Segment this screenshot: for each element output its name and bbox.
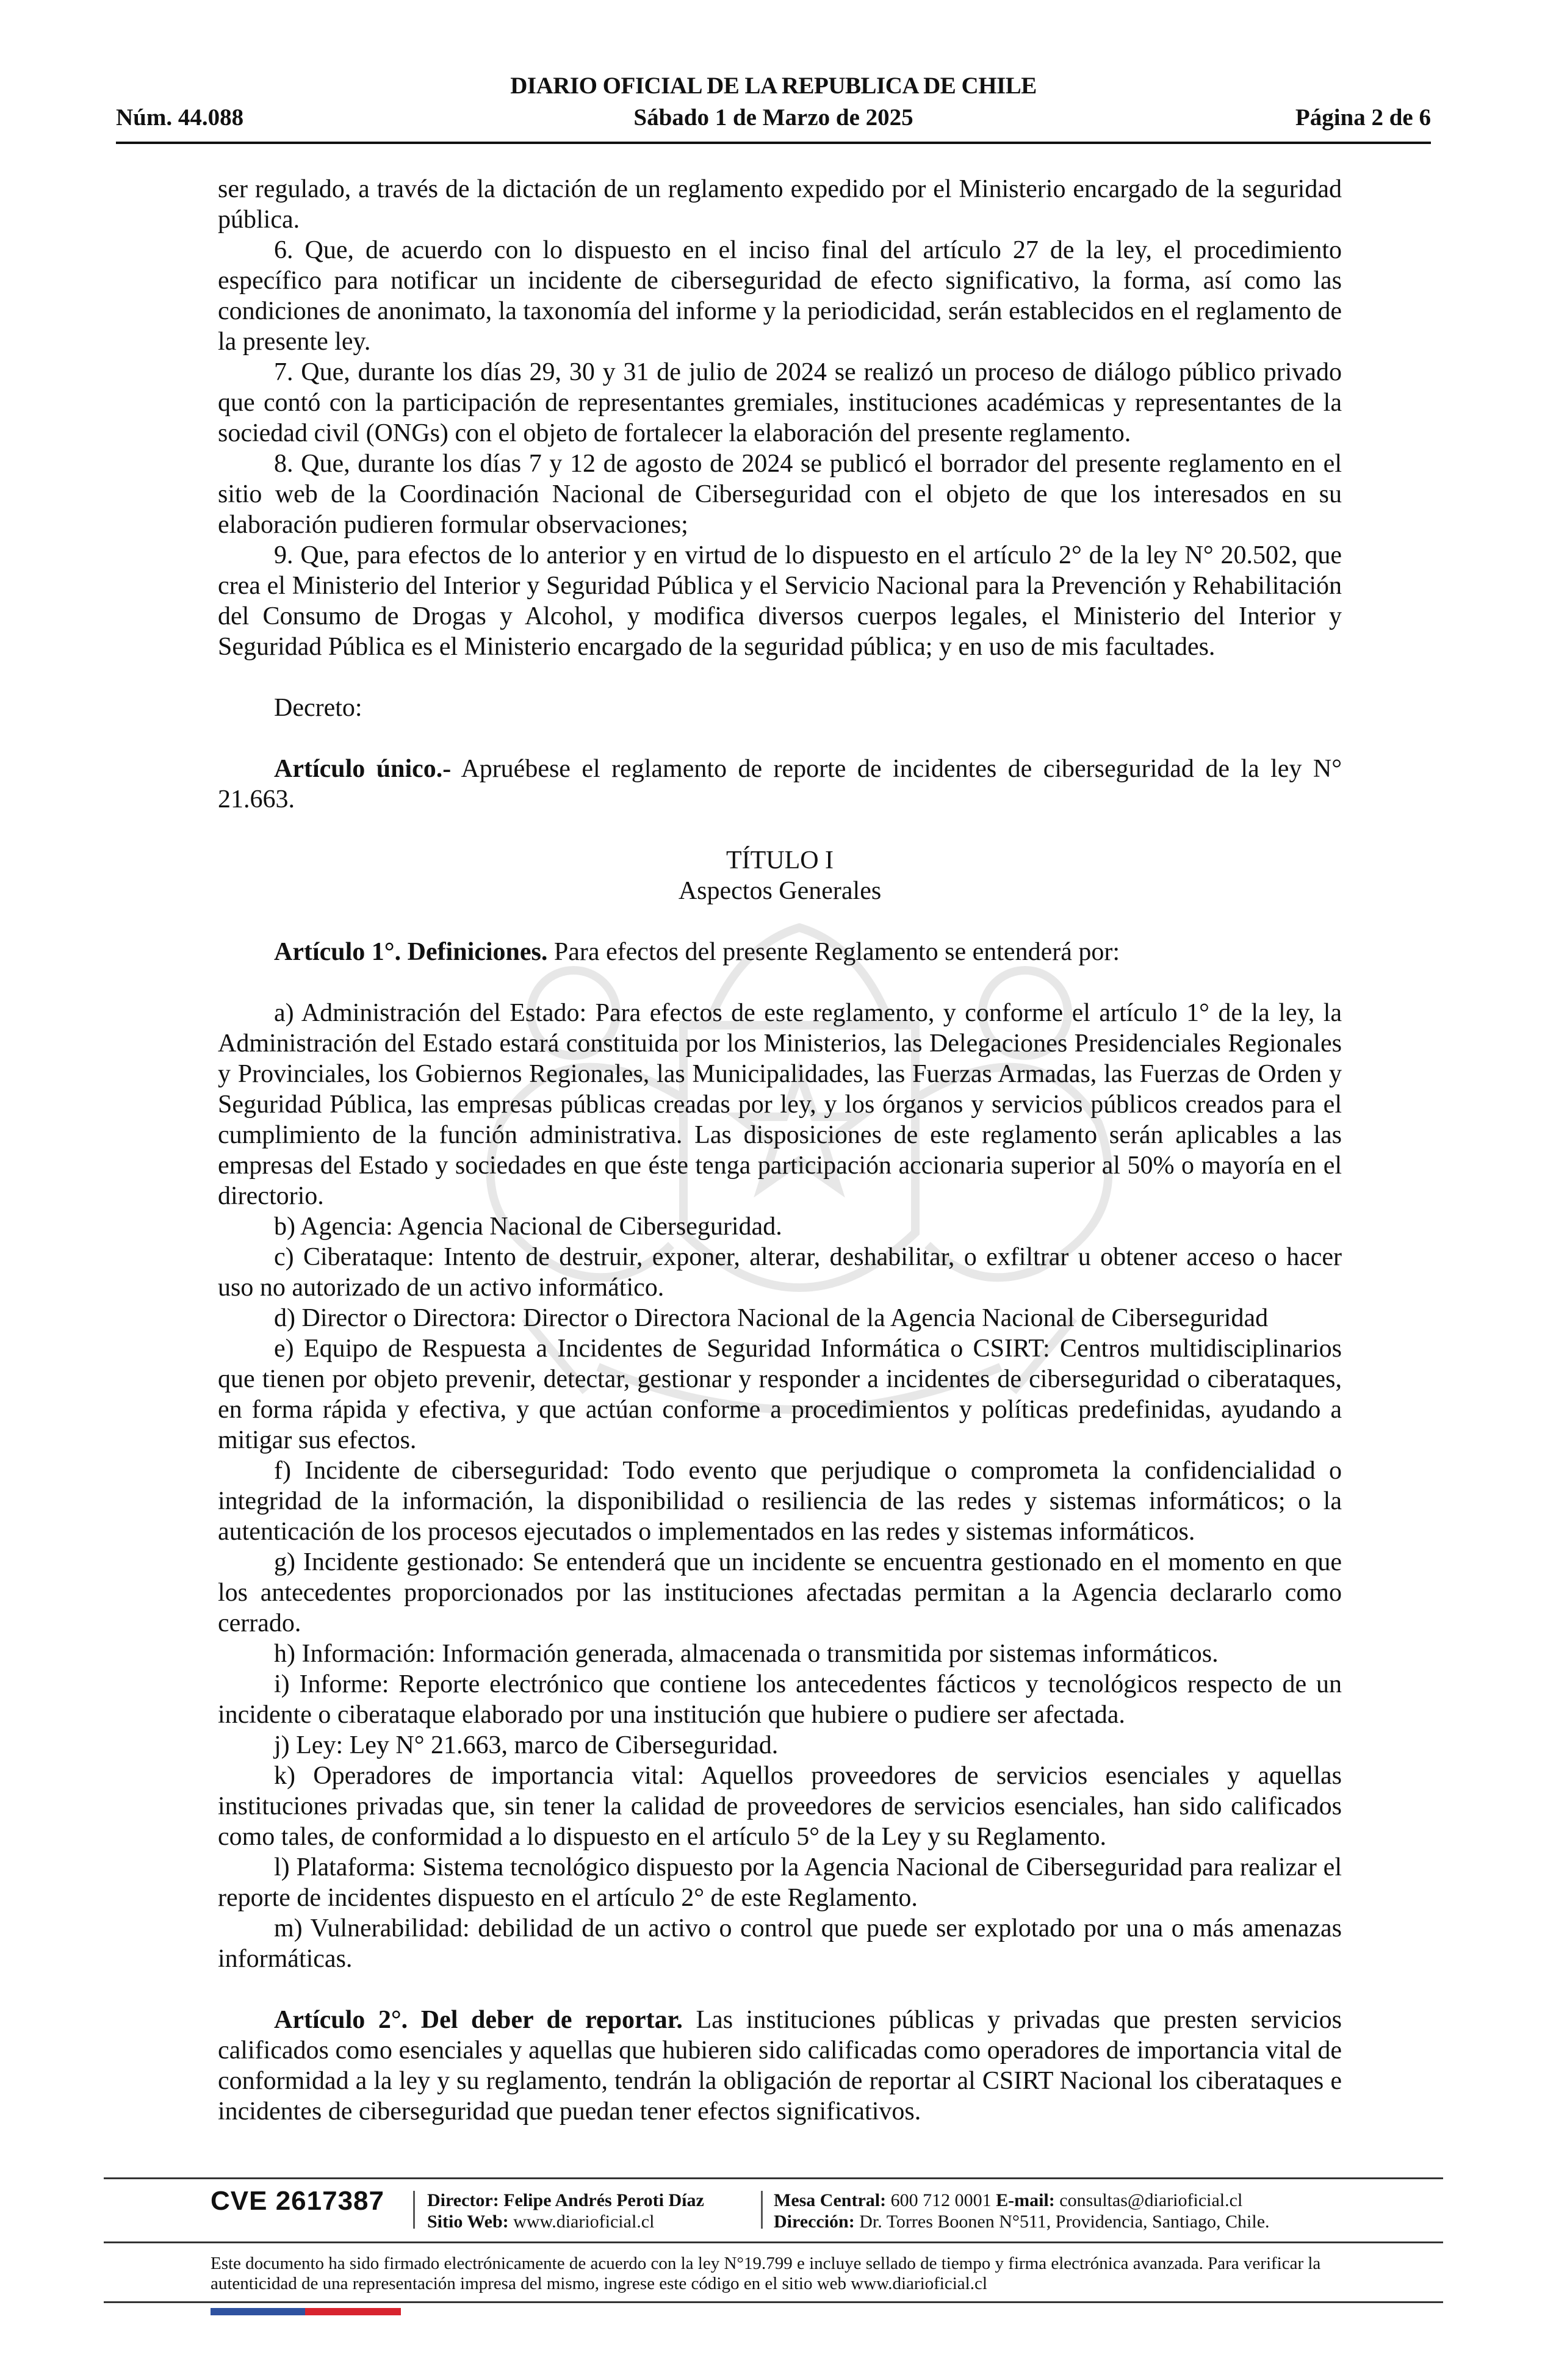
paragraph: 7. Que, durante los días 29, 30 y 31 de julio de 2024 se realizó un proceso de diálogo público privado que contó con la participación de representantes gremiales, instituciones académicas y representantes de la sociedad civil (ONGs) con el objeto de fortalecer la elaboración del presente reglamento.	[218, 358, 1342, 447]
site-link[interactable]: www.diarioficial.cl	[508, 2212, 655, 2232]
email-link[interactable]: consultas@diarioficial.cl	[1054, 2190, 1243, 2210]
cve-code: CVE 2617387	[211, 2186, 384, 2216]
flag-bar-blue	[211, 2308, 305, 2315]
title-heading: TÍTULO I	[726, 846, 834, 874]
footer-divider	[104, 2241, 1443, 2243]
definition-item: a) Administración del Estado: Para efectos de este reglamento, y conforme el artículo 1° de la ley, la Administración del Estado estará constituida por los Ministerios, las Delegaciones Presidenciales Regionales y Provinciales, los Gobiernos Regionales, las Municipalidades, las Fuerzas Armadas, las Fuerzas de Orden y Seguridad Pública, las empresas públicas creadas por ley, y los órganos y servicios públicos creados para el cumplimiento de la función administrativa. Las disposiciones de este reglamento serán aplicables a las empresas del Estado y sociedades en que éste tenga participación accionaria superior al 50% o mayoría en el directorio.	[218, 999, 1342, 1210]
definition-item: d) Director o Directora: Director o Directora Nacional de la Agencia Nacional de Ciberseguridad	[274, 1304, 1269, 1332]
definition-item: c) Ciberataque: Intento de destruir, exponer, alterar, deshabilitar, o exfiltrar u obtener acceso o hacer uso no autorizado de un activo informático.	[218, 1243, 1342, 1302]
site-label: Sitio Web:	[427, 2212, 509, 2232]
header-divider	[116, 142, 1431, 144]
article-1	[218, 937, 1342, 967]
definition-item: k) Operadores de importancia vital: Aquellos proveedores de servicios esenciales y aquellas instituciones privadas que, sin tener la calidad de proveedores de servicios esenciales, han sido calificados como tales, de conformidad a lo dispuesto en el artículo 5° de la Ley y su Reglamento.	[218, 1762, 1342, 1851]
page-indicator: Página 2 de 6	[1295, 104, 1431, 131]
mesa-phone: 600 712 0001	[886, 2190, 996, 2210]
document-body	[218, 174, 1342, 2127]
address-value: Dr. Torres Boonen N°511, Providencia, Santiago, Chile.	[854, 2212, 1270, 2232]
definition-item: i) Informe: Reporte electrónico que contiene los antecedentes fácticos y tecnológicos respecto de un incidente o ciberataque elaborado por una institución que hubiere o pudiere ser afectada.	[218, 1670, 1342, 1729]
director-label: Director:	[427, 2190, 499, 2210]
page-header	[116, 72, 1431, 144]
article-unico	[218, 754, 1342, 815]
paragraph: 9. Que, para efectos de lo anterior y en virtud de lo dispuesto en el artículo 2° de la ley N° 20.502, que crea el Ministerio del Interior y Seguridad Pública y el Servicio Nacional para la Prevención y Rehabilitación del Consumo de Drogas y Alcohol, y modifica diversos cuerpos legales, el Ministerio del Interior y Seguridad Pública es el Ministerio encargado de la seguridad pública; y en uso de mis facultades.	[218, 541, 1342, 661]
article-heading: Artículo único.-	[274, 755, 452, 783]
mesa-label: Mesa Central:	[774, 2190, 887, 2210]
footer-divider	[104, 2301, 1443, 2303]
definition-item: f) Incidente de ciberseguridad: Todo evento que perjudique o comprometa la confidencialidad o integridad de la información, la disponibilidad o resiliencia de las redes y sistemas informáticos; o la autenticación de los procesos ejecutados o implementados en las redes y sistemas informáticos.	[218, 1457, 1342, 1546]
definition-item: l) Plataforma: Sistema tecnológico dispuesto por la Agencia Nacional de Ciberseguridad para realizar el reporte de incidentes dispuesto en el artículo 2° de este Reglamento.	[218, 1853, 1342, 1912]
article-text: Las instituciones públicas y privadas que presten servicios calificados como esenciales y aquellas que hubieren sido calificadas como operadores de importancia vital de conformidad a la ley y su reglamento, tendrán la obligación de reportar al CSIRT Nacional los ciberataques e incidentes de ciberseguridad que puedan tener efectos significativos.	[218, 2006, 1342, 2126]
email-label: E-mail:	[996, 2190, 1055, 2210]
paragraph: 8. Que, durante los días 7 y 12 de agosto de 2024 se publicó el borrador del presente reglamento en el sitio web de la Coordinación Nacional de Ciberseguridad con el objeto de que los interesados en su elaboración pudieren formular observaciones;	[218, 450, 1342, 539]
article-text: Para efectos del presente Reglamento se entenderá por:	[547, 938, 1120, 966]
director-name: Felipe Andrés Peroti Díaz	[499, 2190, 704, 2210]
paragraph: 6. Que, de acuerdo con lo dispuesto en el inciso final del artículo 27 de la ley, el procedimiento específico para notificar un incidente de ciberseguridad de efecto significativo, la forma, así como las condiciones de anonimato, la taxonomía del informe y la periodicidad, serán establecidos en el reglamento de la presente ley.	[218, 236, 1342, 356]
definition-item: j) Ley: Ley N° 21.663, marco de Ciberseguridad.	[274, 1731, 779, 1759]
flag-bar-red	[305, 2308, 401, 2315]
issue-date: Sábado 1 de Marzo de 2025	[633, 104, 913, 131]
footer-separator	[413, 2191, 415, 2229]
footer-contact-block	[774, 2190, 1270, 2232]
definition-item: e) Equipo de Respuesta a Incidentes de Seguridad Informática o CSIRT: Centros multidisciplinarios que tienen por objeto prevenir, detectar, gestionar y responder a incidentes de ciberseguridad o ciberataques, en forma rápida y efectiva, y que actúan conforme a procedimientos y políticas predefinidas, ayudando a mitigar sus efectos.	[218, 1335, 1342, 1454]
definition-item: g) Incidente gestionado: Se entenderá que un incidente se encuentra gestionado en el momento en que los antecedentes proporcionados por las instituciones afectadas permitan a la Agencia declararlo como cerrado.	[218, 1548, 1342, 1637]
decree-label: Decreto:	[274, 694, 362, 722]
definition-item: b) Agencia: Agencia Nacional de Ciberseguridad.	[274, 1213, 782, 1241]
footer-divider	[104, 2177, 1443, 2179]
title-subheading: Aspectos Generales	[678, 877, 882, 905]
footer-separator	[761, 2191, 763, 2229]
signature-note: Este documento ha sido firmado electrónicamente de acuerdo con la ley N°19.799 e incluye sellado de tiempo y firma electrónica avanzada. Para verificar la autenticidad de una representación impresa del mismo, ingrese este código en el sitio web www.diarioficial.cl	[211, 2254, 1321, 2293]
definition-item: h) Información: Información generada, almacenada o transmitida por sistemas informáticos.	[274, 1640, 1219, 1668]
article-text: Apruébese el reglamento de reporte de incidentes de ciberseguridad de la ley N° 21.663.	[218, 755, 1342, 813]
definition-item: m) Vulnerabilidad: debilidad de un activo o control que puede ser explotado por una o más amenazas informáticas.	[218, 1914, 1342, 1973]
issue-number: Núm. 44.088	[116, 104, 244, 131]
article-heading: Artículo 2°. Del deber de reportar.	[274, 2006, 683, 2034]
article-heading: Artículo 1°. Definiciones.	[274, 938, 548, 966]
footer-director-block	[427, 2190, 704, 2232]
address-label: Dirección:	[774, 2212, 855, 2232]
publication-title: DIARIO OFICIAL DE LA REPUBLICA DE CHILE	[510, 73, 1037, 99]
article-2	[218, 2005, 1342, 2127]
paragraph: ser regulado, a través de la dictación de un reglamento expedido por el Ministerio encargado de la seguridad pública.	[218, 175, 1342, 234]
